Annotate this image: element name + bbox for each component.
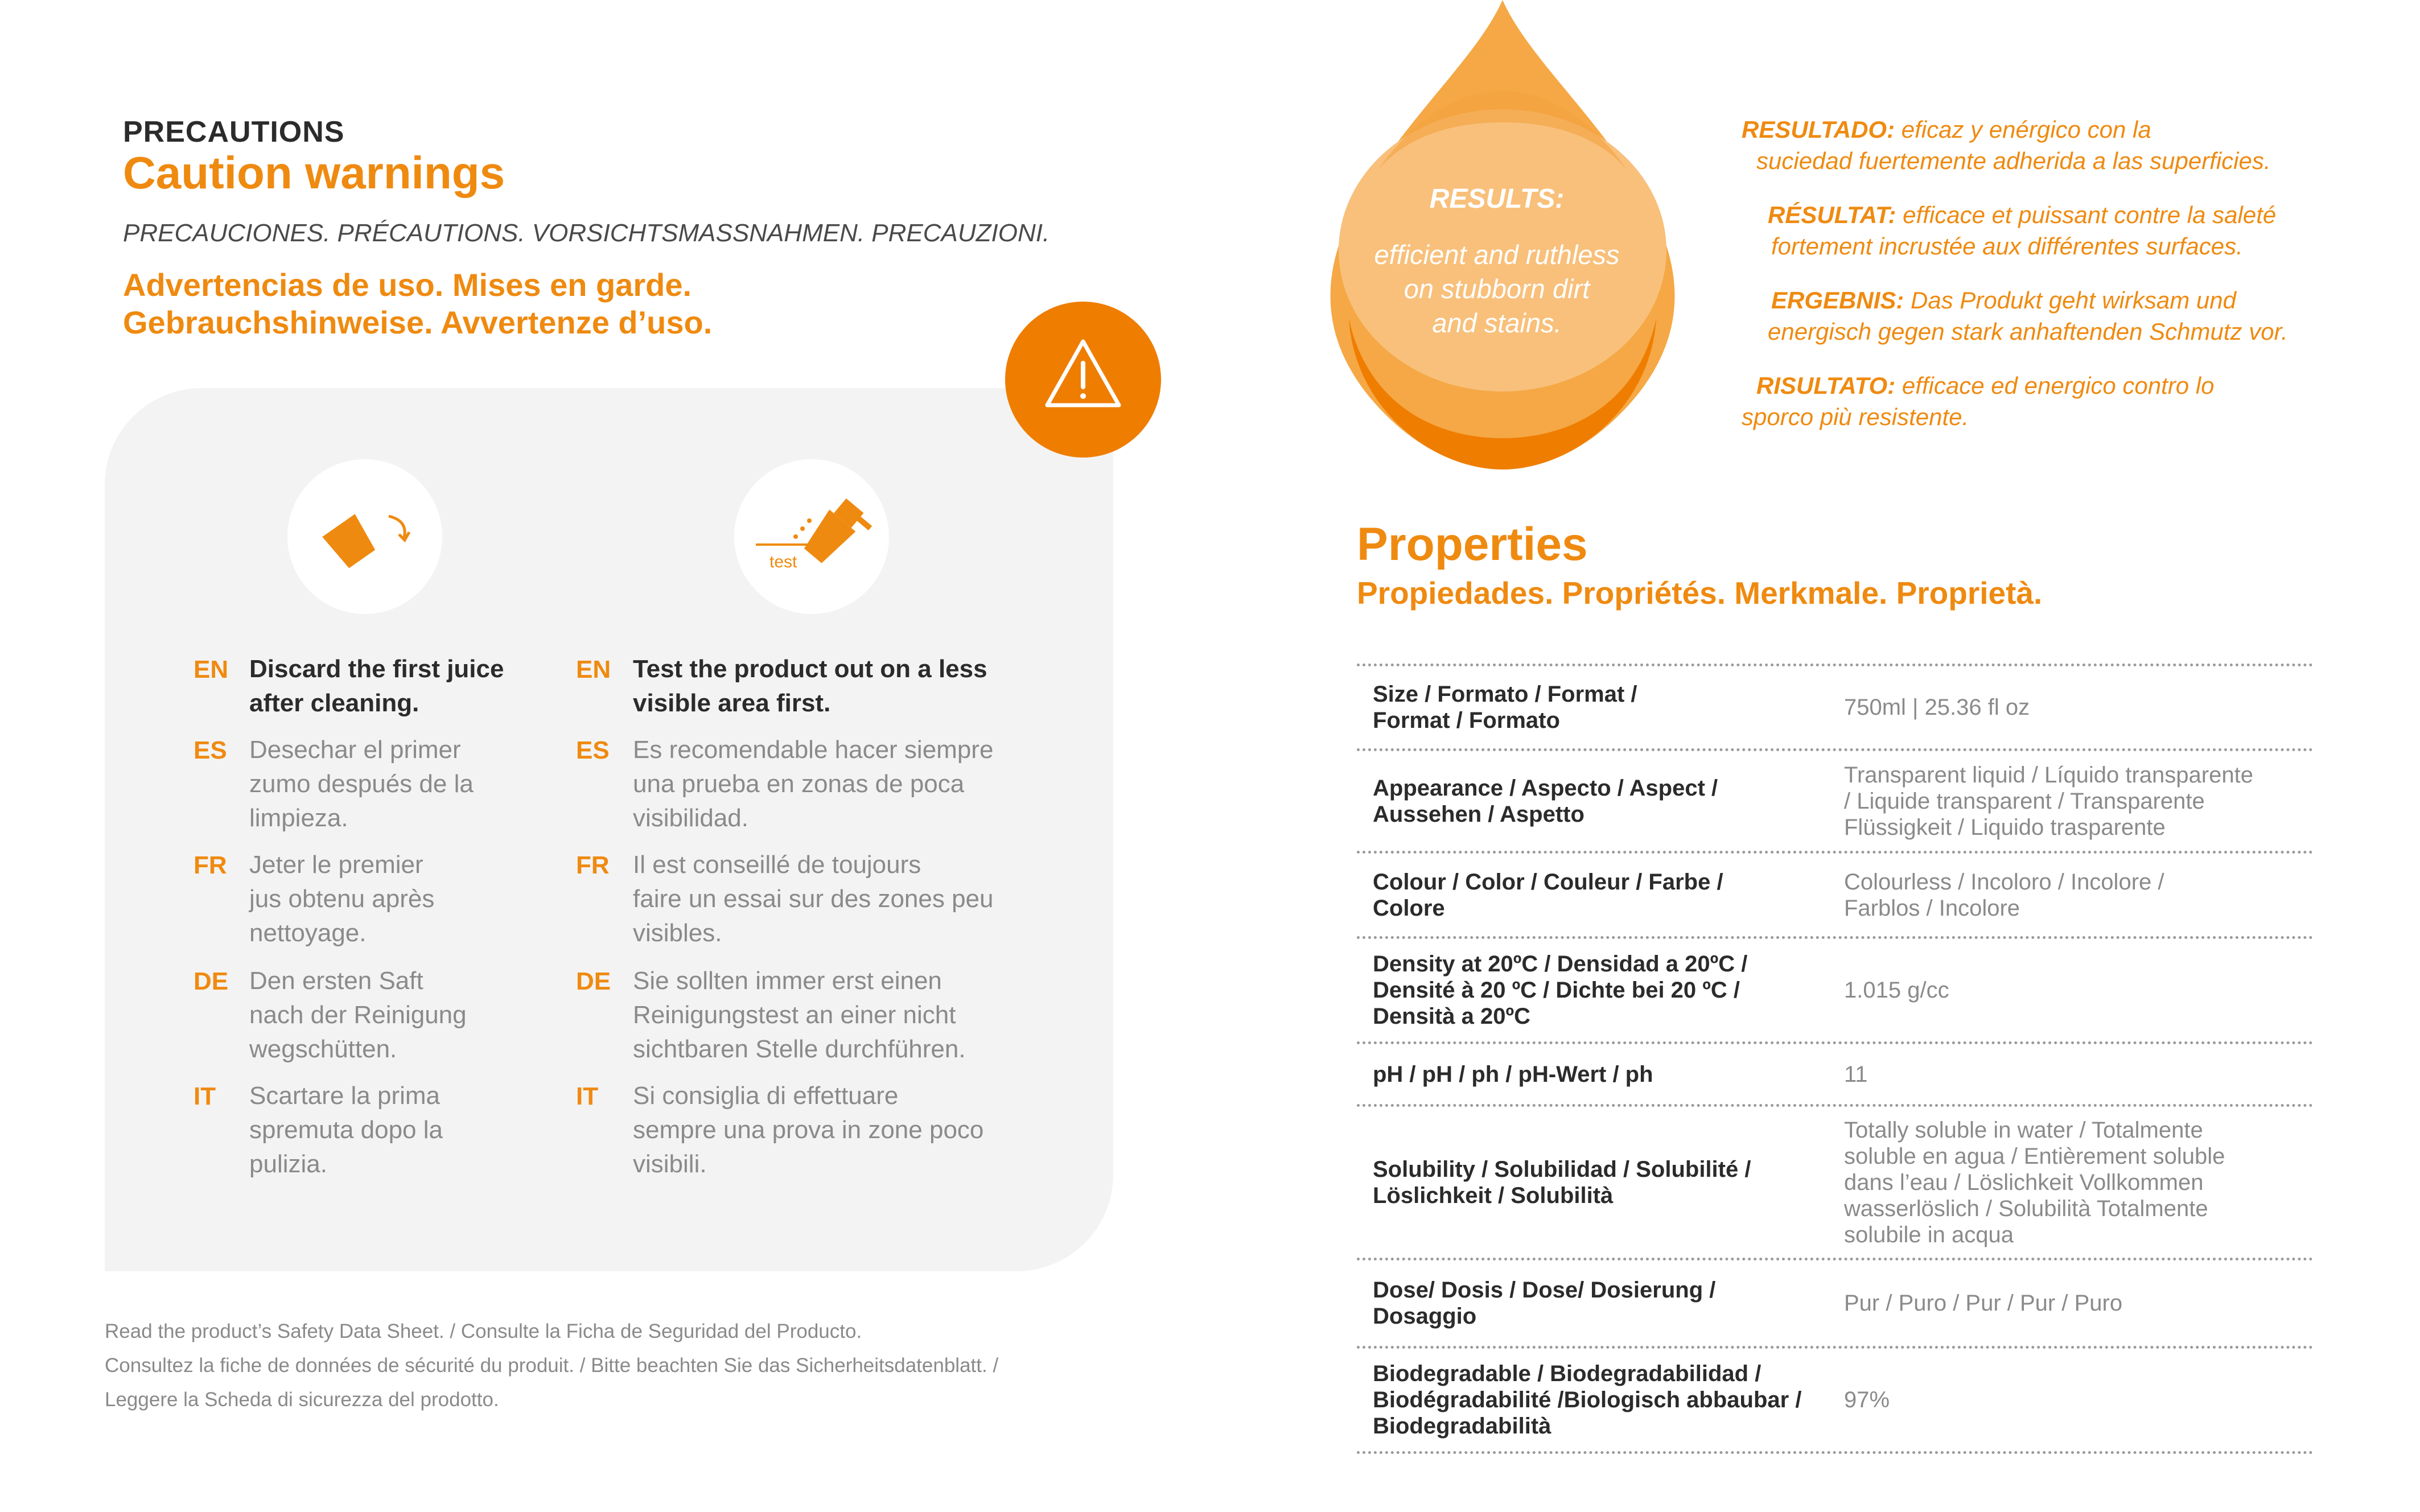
property-key: Appearance / Aspecto / Aspect / Aussehen / Aspetto	[1373, 775, 1718, 827]
safety-data-sheet-note: Read the product’s Safety Data Sheet. / Consulte la Ficha de Seguridad del Producto. Consultez la fiche de données de sécurité du produit. / Bitte beachten Sie das Sicherheitsdatenblatt. / Leggere la Scheda di sicurezza del prodotto.	[105, 1320, 999, 1411]
results-title: RESULTS:	[1429, 184, 1565, 214]
property-value: Colourless / Incoloro / Incolore / Farblos / Incolore	[1844, 869, 2164, 921]
property-value: 11	[1844, 1061, 1868, 1087]
property-key: Dose/ Dosis / Dose/ Dosierung / Dosaggio	[1373, 1278, 1716, 1329]
spray-test-icon	[734, 459, 889, 614]
precautions-label: PRECAUTIONS	[123, 116, 345, 149]
warning-triangle-icon	[1005, 302, 1161, 458]
advertencias-line-2: Gebrauchshinweise. Avvertenze d’uso.	[123, 304, 713, 340]
property-value: 97%	[1844, 1387, 1890, 1412]
col2-en-text: Test the product out on a less visible area first.	[633, 655, 987, 717]
properties-subtitle: Propiedades. Propriétés. Merkmale. Proprietà.	[1357, 575, 2043, 611]
col1-fr-text: Jeter le premier jus obtenu après nettoyage.	[249, 851, 435, 947]
col2-lang-it: IT	[576, 1082, 599, 1110]
test-label: test	[769, 553, 797, 571]
property-key: Size / Formato / Format / Format / Formato	[1373, 681, 1637, 733]
table-row	[1357, 1044, 2313, 1107]
table-row	[1357, 1349, 2313, 1454]
property-value: Transparent liquid / Líquido transparente / Liquide transparent / Transparente Flüssigkeit / Liquido trasparente	[1844, 762, 2253, 840]
property-key: Colour / Color / Couleur / Farbe / Colore	[1373, 869, 1723, 921]
property-value: Pur / Puro / Pur / Pur / Puro	[1844, 1291, 2123, 1316]
col2-es-text: Es recomendable hacer siempre una prueba en zonas de poca visibilidad.	[633, 736, 994, 832]
col1-lang-es: ES	[194, 736, 227, 764]
advertencias-line-1: Advertencias de uso. Mises en garde.	[123, 267, 692, 303]
result-es: RESULTADO: eficaz y enérgico con la suciedad fuertemente adherida a las superficies.	[1742, 116, 2271, 174]
table-row	[1357, 854, 2313, 939]
col2-lang-de: DE	[576, 967, 611, 995]
table-row	[1357, 1107, 2313, 1260]
table-row	[1357, 751, 2313, 854]
properties-title: Properties	[1357, 518, 1588, 570]
cup-pour-icon	[287, 459, 442, 614]
col1-de-text: Den ersten Saft nach der Reinigung wegschütten.	[249, 967, 467, 1063]
result-it: RISULTATO: efficace ed energico contro lo sporco più resistente.	[1742, 372, 2215, 430]
col1-es-text: Desechar el primer zumo después de la limpieza.	[249, 736, 474, 832]
col1-en-text: Discard the first juice after cleaning.	[249, 655, 504, 717]
property-value: Totally soluble in water / Totalmente soluble en agua / Entièrement soluble dans l’eau / Löslichkeit Vollkommen wasserlöslich / Solubilità Totalmente solubile in acqua	[1844, 1117, 2225, 1247]
col1-lang-fr: FR	[194, 851, 227, 879]
col1-lang-it: IT	[194, 1082, 216, 1110]
col2-lang-fr: FR	[576, 851, 610, 879]
property-key: Solubility / Solubilidad / Solubilité / Löslichkeit / Solubilità	[1373, 1156, 1751, 1208]
result-de: ERGEBNIS: Das Produkt geht wirksam und energisch gegen stark anhaftenden Schmutz vor.	[1768, 287, 2288, 345]
property-value: 750ml | 25.36 fl oz	[1844, 694, 2030, 720]
table-row	[1357, 666, 2313, 751]
col2-de-text: Sie sollten immer erst einen Reinigungstest an einer nicht sichtbaren Stelle durchführen.	[633, 967, 966, 1063]
table-row	[1357, 1260, 2313, 1349]
property-key: Biodegradable / Biodegradabilidad / Biodégradabilité /Biologisch abbaubar / Biodegradabilità	[1373, 1361, 1802, 1439]
caution-warnings-title: Caution warnings	[123, 147, 505, 198]
col1-lang-en: EN	[194, 656, 229, 683]
result-fr: RÉSULTAT: efficace et puissant contre la saleté fortement incrustée aux différentes surfaces.	[1768, 201, 2277, 259]
table-row	[1357, 939, 2313, 1044]
property-value: 1.015 g/cc	[1844, 978, 1949, 1003]
col2-lang-es: ES	[576, 736, 610, 764]
col1-it-text: Scartare la prima spremuta dopo la pulizia.	[249, 1082, 443, 1178]
col1-lang-de: DE	[194, 967, 229, 995]
property-key: pH / pH / ph / pH-Wert / ph	[1373, 1061, 1653, 1087]
col2-it-text: Si consiglia di effettuare sempre una prova in zone poco visibili.	[633, 1082, 984, 1178]
properties-table	[1357, 666, 2313, 1454]
col2-lang-en: EN	[576, 656, 611, 683]
results-text: efficient and ruthless on stubborn dirt and stains.	[1374, 240, 1620, 338]
col2-fr-text: Il est conseillé de toujours faire un essai sur des zones peu visibles.	[633, 851, 994, 947]
precautions-languages: PRECAUCIONES. PRÉCAUTIONS. VORSICHTSMASSNAHMEN. PRECAUZIONI.	[123, 219, 1050, 247]
property-key: Density at 20ºC / Densidad a 20ºC / Densité à 20 ºC / Dichte bei 20 ºC / Densità a 20ºC	[1373, 951, 1748, 1029]
